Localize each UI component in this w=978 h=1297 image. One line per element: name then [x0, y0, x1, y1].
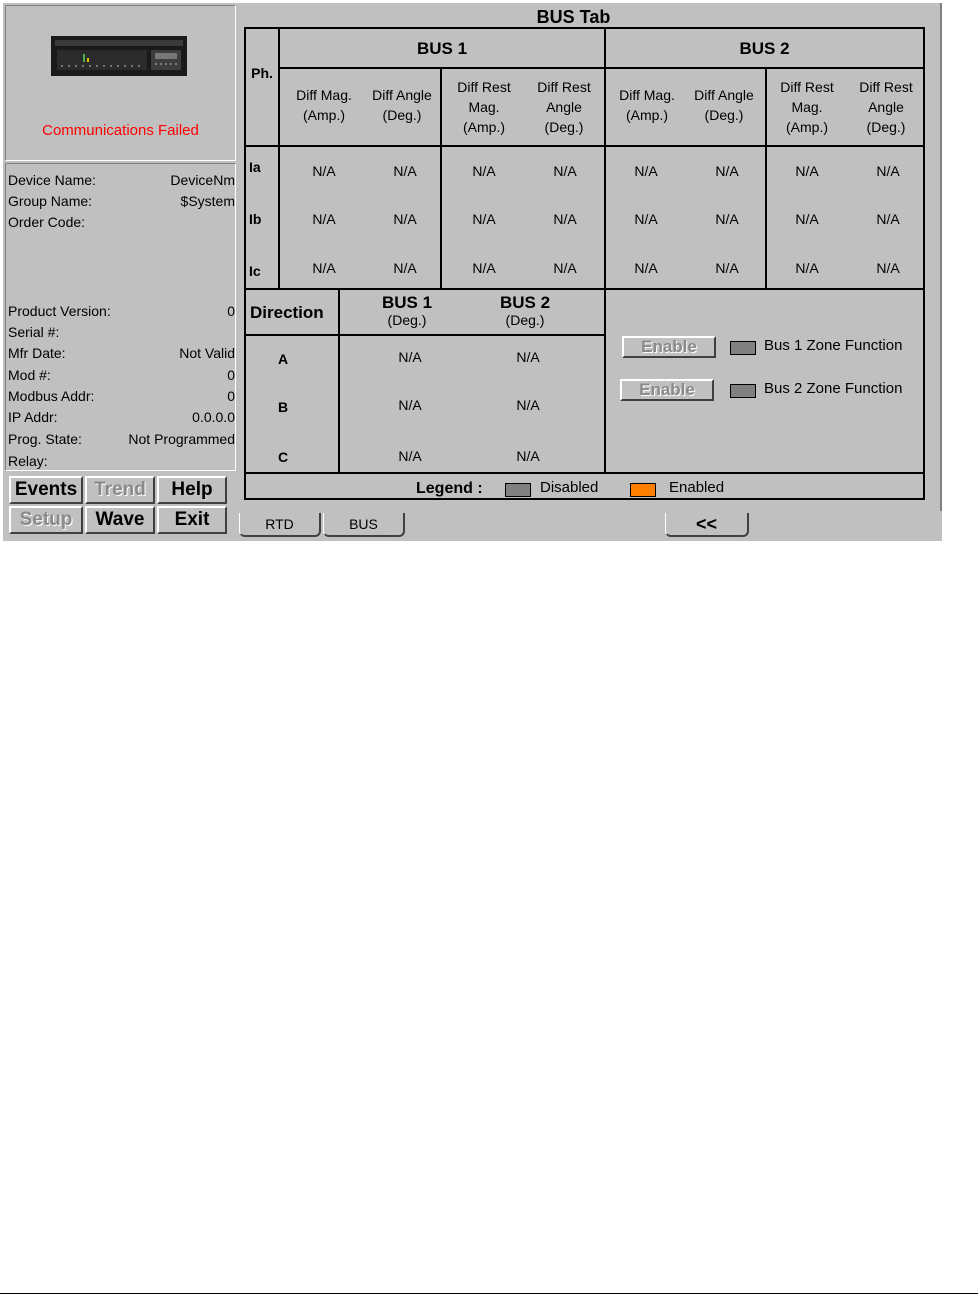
col-header-line: (Amp.) [463, 119, 505, 135]
divider [338, 288, 340, 472]
bus1-zone-enable-button[interactable]: Enable [622, 336, 716, 358]
table-cell: N/A [795, 163, 819, 179]
phase-label: Ib [249, 211, 262, 227]
bus2-header: BUS 2 [739, 39, 790, 58]
direction-bus1-header [364, 293, 450, 327]
direction-header: Direction [250, 303, 324, 322]
bus2-zone-enable-button[interactable]: Enable [620, 379, 714, 401]
table-cell: N/A [634, 211, 658, 227]
table-cell: N/A [472, 163, 496, 179]
col-header-line: Diff Rest [537, 79, 591, 95]
tab-bus[interactable]: BUS [323, 513, 405, 537]
col-header-diff-angle [684, 85, 764, 125]
col-header-line: Angle [546, 99, 582, 115]
col-header-line: (Amp.) [786, 119, 828, 135]
page-divider [0, 1293, 978, 1294]
bus1-header: BUS 1 [416, 39, 468, 58]
relay-device-icon [51, 36, 187, 76]
communications-status: Communications Failed [42, 122, 199, 139]
back-tab-button[interactable]: << [665, 513, 749, 537]
table-cell: N/A [715, 211, 739, 227]
col-header-line: (Amp.) [303, 107, 345, 123]
page-title: BUS Tab [536, 7, 611, 27]
info-row-mfr-date [8, 345, 235, 365]
info-value: 0 [227, 367, 235, 383]
table-cell: N/A [553, 260, 577, 276]
col-header-diff-rest-angle [846, 77, 926, 137]
col-header-diff-mag [284, 85, 364, 125]
direction-phase-label: C [278, 449, 289, 465]
direction-bus2-label: BUS 2 [499, 293, 551, 312]
bus1-zone-indicator [730, 341, 756, 355]
col-header-line: (Deg.) [866, 119, 906, 135]
table-cell: N/A [393, 163, 417, 179]
direction-phase-label: B [278, 399, 289, 415]
legend-disabled-label: Disabled [540, 479, 599, 496]
table-cell: N/A [634, 163, 658, 179]
col-header-diff-rest-angle [524, 77, 604, 137]
wave-button[interactable]: Wave [85, 506, 155, 534]
info-row-product-version [8, 303, 235, 323]
divider [246, 334, 604, 336]
table-cell: N/A [795, 211, 819, 227]
info-value: DeviceNm [170, 172, 235, 188]
bus1-zone-label: Bus 1 Zone Function [764, 337, 903, 354]
direction-phase-label: A [278, 351, 289, 367]
setup-button[interactable]: Setup [9, 506, 83, 534]
info-row-group-name [8, 193, 235, 213]
info-label: Group Name: [8, 193, 93, 209]
events-button[interactable]: Events [9, 476, 83, 504]
table-cell: N/A [634, 260, 658, 276]
legend-title: Legend : [416, 480, 483, 497]
table-cell: N/A [876, 163, 900, 179]
divider [604, 29, 606, 472]
direction-bus1-label: BUS 1 [381, 293, 433, 312]
col-header-line: Angle [868, 99, 904, 115]
info-label: Relay: [8, 453, 48, 469]
col-header-line: Diff Rest [780, 79, 834, 95]
col-header-line: (Amp.) [626, 107, 668, 123]
phase-label: Ic [249, 263, 261, 279]
device-info-panel [5, 163, 236, 471]
info-row-serial [8, 324, 235, 344]
device-image-panel [5, 5, 236, 161]
legend-disabled-swatch [505, 483, 531, 497]
table-cell: N/A [795, 260, 819, 276]
col-header-line: Diff Mag. [619, 87, 675, 103]
info-label: Order Code: [8, 214, 86, 230]
col-header-line: Mag. [791, 99, 823, 115]
table-cell: N/A [472, 260, 496, 276]
info-value: Not Valid [179, 345, 235, 361]
info-row-order-code [8, 214, 235, 234]
divider [246, 145, 923, 147]
direction-bus1-unit: (Deg.) [387, 312, 427, 328]
info-row-mod [8, 367, 235, 387]
table-cell: N/A [472, 211, 496, 227]
col-header-line: Diff Rest [457, 79, 511, 95]
info-label: Modbus Addr: [8, 388, 95, 404]
info-label: Product Version: [8, 303, 111, 319]
table-cell: N/A [312, 260, 336, 276]
bus2-zone-label: Bus 2 Zone Function [764, 380, 903, 397]
table-cell: N/A [398, 448, 422, 464]
info-row-prog-state [8, 431, 235, 451]
info-row-ip-addr [8, 409, 235, 429]
col-header-diff-rest-mag [767, 77, 847, 137]
col-header-line: Diff Rest [859, 79, 913, 95]
table-cell: N/A [398, 349, 422, 365]
table-cell: N/A [312, 163, 336, 179]
table-cell: N/A [516, 397, 540, 413]
info-value: $System [180, 193, 235, 209]
table-cell: N/A [312, 211, 336, 227]
col-header-diff-rest-mag [444, 77, 524, 137]
tab-rtd[interactable]: RTD [239, 513, 321, 537]
info-row-device-name [8, 172, 235, 192]
col-header-diff-angle [362, 85, 442, 125]
table-cell: N/A [516, 349, 540, 365]
table-cell: N/A [715, 163, 739, 179]
divider [278, 67, 923, 69]
bus2-zone-indicator [730, 384, 756, 398]
direction-bus2-unit: (Deg.) [505, 312, 545, 328]
ph-header: Ph. [251, 65, 273, 81]
divider [246, 288, 923, 290]
col-header-diff-mag [608, 85, 686, 125]
table-cell: N/A [876, 211, 900, 227]
info-value: 0 [227, 303, 235, 319]
divider [246, 472, 923, 474]
legend-enabled-label: Enabled [669, 479, 725, 496]
table-cell: N/A [553, 163, 577, 179]
info-label: Prog. State: [8, 431, 82, 447]
col-header-line: Diff Angle [694, 87, 754, 103]
trend-button[interactable]: Trend [85, 476, 155, 504]
col-header-line: (Deg.) [382, 107, 422, 123]
info-label: Serial #: [8, 324, 60, 340]
help-button[interactable]: Help [157, 476, 227, 504]
info-row-relay [8, 453, 235, 473]
info-label: IP Addr: [8, 409, 58, 425]
table-cell: N/A [393, 211, 417, 227]
table-cell: N/A [715, 260, 739, 276]
table-cell: N/A [876, 260, 900, 276]
info-value: 0.0.0.0 [192, 409, 235, 425]
exit-button[interactable]: Exit [157, 506, 227, 534]
col-header-line: (Deg.) [544, 119, 584, 135]
info-value: Not Programmed [128, 431, 235, 447]
direction-bus2-header [482, 293, 568, 327]
info-row-modbus-addr [8, 388, 235, 408]
table-cell: N/A [398, 397, 422, 413]
info-label: Mod #: [8, 367, 51, 383]
app-window [3, 3, 942, 541]
info-label: Device Name: [8, 172, 96, 188]
divider [278, 29, 280, 288]
bus-table [244, 27, 925, 500]
table-cell: N/A [516, 448, 540, 464]
col-header-line: (Deg.) [704, 107, 744, 123]
info-value: 0 [227, 388, 235, 404]
col-header-line: Diff Angle [372, 87, 432, 103]
legend-enabled-swatch [630, 483, 656, 497]
info-label: Mfr Date: [8, 345, 66, 361]
col-header-line: Diff Mag. [296, 87, 352, 103]
table-cell: N/A [553, 211, 577, 227]
table-cell: N/A [393, 260, 417, 276]
phase-label: Ia [249, 159, 261, 175]
col-header-line: Mag. [468, 99, 500, 115]
